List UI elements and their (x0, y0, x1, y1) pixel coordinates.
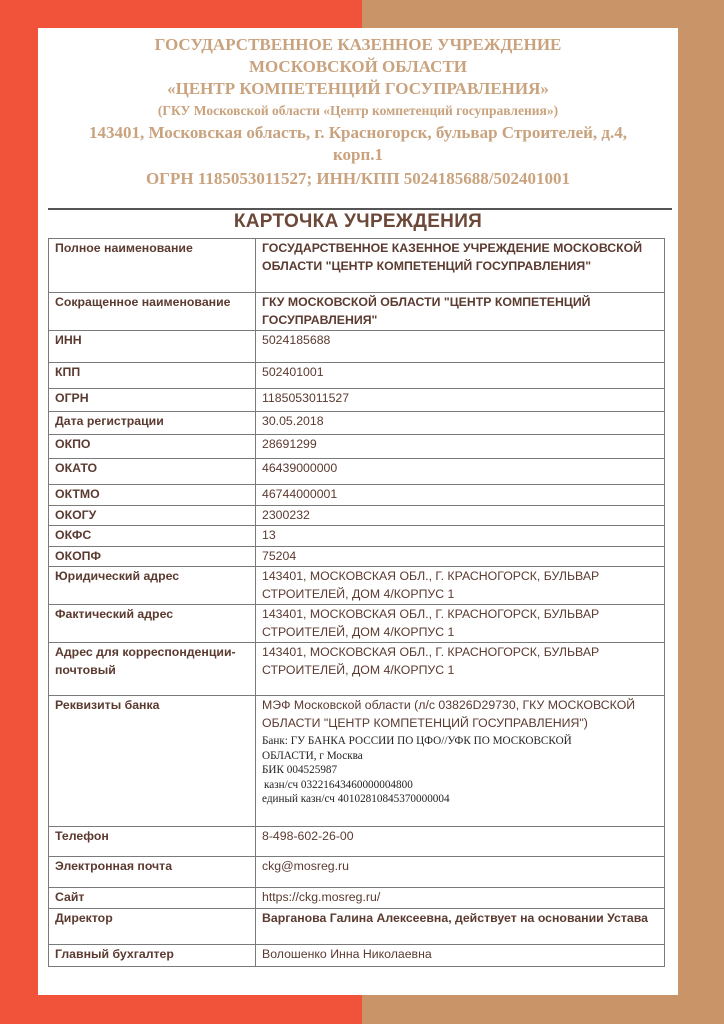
table-row (49, 567, 665, 605)
page-title: КАРТОЧКА УЧРЕЖДЕНИЯ (233, 211, 483, 232)
document-sheet (38, 28, 678, 995)
row-label: Адрес для корреспонденции-почтовый (49, 643, 256, 696)
bank-details (262, 734, 658, 807)
row-label: ИНН (49, 331, 256, 363)
table-row (49, 363, 665, 389)
letterhead-line-1: ГОСУДАРСТВЕННОЕ КАЗЕННОЕ УЧРЕЖДЕНИЕ (154, 35, 562, 54)
row-value: 143401, МОСКОВСКАЯ ОБЛ., Г. КРАСНОГОРСК, БУЛЬВАР СТРОИТЕЛЕЙ, ДОМ 4/КОРПУС 1 (256, 605, 665, 643)
header-divider (48, 208, 672, 210)
row-value: 5024185688 (256, 331, 665, 363)
letterhead-address (38, 122, 678, 166)
row-label: Полное наименование (49, 239, 256, 293)
bank-name-line-2: ОБЛАСТИ, г Москва (262, 749, 363, 762)
table-row (49, 459, 665, 485)
table-row (49, 827, 665, 857)
table-row (49, 908, 665, 944)
table-row (49, 643, 665, 696)
row-value: 502401001 (256, 363, 665, 389)
table-row (49, 888, 665, 909)
row-value: 28691299 (256, 435, 665, 459)
row-value: 46439000000 (256, 459, 665, 485)
row-label: Юридический адрес (49, 567, 256, 605)
row-label: Сокращенное наименование (49, 293, 256, 331)
row-value: 143401, МОСКОВСКАЯ ОБЛ., Г. КРАСНОГОРСК, БУЛЬВАР СТРОИТЕЛЕЙ, ДОМ 4/КОРПУС 1 (256, 643, 665, 696)
table-row (49, 605, 665, 643)
row-value: 46744000001 (256, 485, 665, 506)
letterhead-line-3: «ЦЕНТР КОМПЕТЕНЦИЙ ГОСУПРАВЛЕНИЯ» (167, 79, 549, 98)
row-label: КПП (49, 363, 256, 389)
table-row (49, 293, 665, 331)
row-value: ГКУ МОСКОВСКОЙ ОБЛАСТИ "ЦЕНТР КОМПЕТЕНЦИЙ ГОСУПРАВЛЕНИЯ" (256, 293, 665, 331)
row-label: ОКФС (49, 526, 256, 547)
row-label: ОГРН (49, 389, 256, 412)
row-label: Телефон (49, 827, 256, 857)
row-value: 75204 (256, 546, 665, 567)
table-row (49, 857, 665, 888)
table-row (49, 696, 665, 827)
table-row (49, 526, 665, 547)
row-label: ОКАТО (49, 459, 256, 485)
row-value: ГОСУДАРСТВЕННОЕ КАЗЕННОЕ УЧРЕЖДЕНИЕ МОСКОВСКОЙ ОБЛАСТИ "ЦЕНТР КОМПЕТЕНЦИЙ ГОСУПРАВЛЕНИЯ" (256, 239, 665, 293)
table-row (49, 505, 665, 526)
table-row (49, 435, 665, 459)
director-value: Варганова Галина Алексеевна, действует на основании Устава (256, 908, 665, 944)
row-label: ОКПО (49, 435, 256, 459)
bank-bik: БИК 004525987 (262, 764, 338, 776)
table-row (49, 412, 665, 435)
row-label: Директор (49, 908, 256, 944)
bank-details-cell (256, 696, 665, 827)
chief-accountant-value: Волошенко Инна Николаевна (256, 944, 665, 966)
row-label: Дата регистрации (49, 412, 256, 435)
table-row (49, 944, 665, 966)
letterhead-address-line-2: корп.1 (332, 145, 384, 164)
letterhead (38, 34, 678, 190)
row-value: 13 (256, 526, 665, 547)
email-value: ckg@mosreg.ru (256, 857, 665, 888)
letterhead-short-name: (ГКУ Московской области «Центр компетенций госуправления») (157, 103, 559, 118)
letterhead-address-line-1: 143401, Московская область, г. Красногорск, бульвар Строителей, д.4, (88, 123, 628, 142)
bank-unified-treasury-account: единый казн/сч 40102810845370000004 (262, 793, 450, 805)
row-value: 143401, МОСКОВСКАЯ ОБЛ., Г. КРАСНОГОРСК, БУЛЬВАР СТРОИТЕЛЕЙ, ДОМ 4/КОРПУС 1 (256, 567, 665, 605)
row-value: 30.05.2018 (256, 412, 665, 435)
row-label: Главный бухгалтер (49, 944, 256, 966)
table-row (49, 546, 665, 567)
bank-name-line-1: Банк: ГУ БАНКА РОССИИ ПО ЦФО//УФК ПО МОСКОВСКОЙ (262, 735, 572, 747)
letterhead-line-2: МОСКОВСКОЙ ОБЛАСТИ (248, 57, 468, 76)
table-row (49, 485, 665, 506)
row-label: Реквизиты банка (49, 696, 256, 827)
organization-card-table (48, 238, 665, 967)
row-value: 1185053011527 (256, 389, 665, 412)
row-label: Фактический адрес (49, 605, 256, 643)
row-label: ОКОГУ (49, 505, 256, 526)
letterhead-registration: ОГРН 1185053011527; ИНН/КПП 5024185688/502401001 (145, 169, 571, 188)
phone-value: 8-498-602-26-00 (256, 827, 665, 857)
row-value: 2300232 (256, 505, 665, 526)
table-row (49, 389, 665, 412)
row-label: ОКТМО (49, 485, 256, 506)
bank-payee: МЭФ Московской области (л/с 03826D29730, ГКУ МОСКОВСКОЙ ОБЛАСТИ "ЦЕНТР КОМПЕТЕНЦИЙ ГОСУПРАВЛЕНИЯ") (262, 698, 636, 730)
website-value: https://ckg.mosreg.ru/ (256, 888, 665, 909)
table-row (49, 331, 665, 363)
row-label: Электронная почта (49, 857, 256, 888)
row-label: Сайт (49, 888, 256, 909)
row-label: ОКОПФ (49, 546, 256, 567)
bank-treasury-account: казн/сч 03221643460000004800 (264, 778, 413, 791)
table-row (49, 239, 665, 293)
